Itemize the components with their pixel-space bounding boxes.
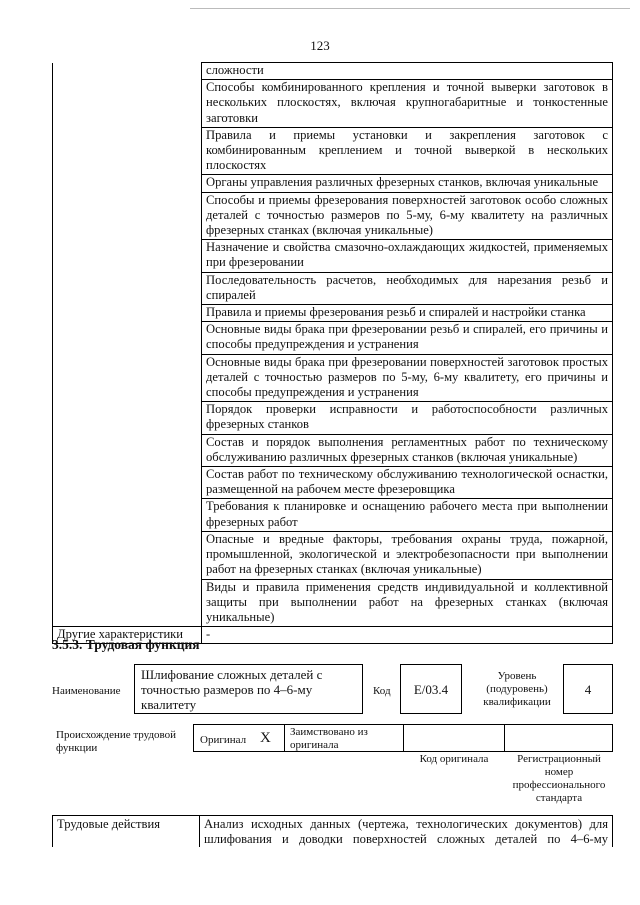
- page-number: 123: [310, 38, 330, 53]
- knowledge-item: Опасные и вредные факторы, требования охраны труда, пожарной, промышленной, экологической и электробезопасности при выполнении работ на фрезерных станках (включая уникальные): [202, 531, 613, 579]
- code-label: Код: [373, 685, 391, 697]
- origin-code-box: [403, 724, 505, 752]
- knowledge-item: Основные виды брака при фрезеровании поверхностей заготовок простых деталей с точностью размеров по 5-му, 6-му квалитету, его причины и способы предупреждения и устранения: [202, 354, 613, 402]
- knowledge-item: Последовательность расчетов, необходимых для нарезания резьб и спиралей: [202, 272, 613, 304]
- other-characteristics-value: -: [202, 627, 613, 644]
- code-value: E/03.4: [413, 682, 449, 697]
- other-characteristics-label: Другие характеристики: [53, 627, 202, 644]
- knowledge-item: Способы комбинированного крепления и точной выверки заготовок в нескольких плоскостях, включая крупногабаритные и тонкостенные заготовки: [202, 80, 613, 128]
- knowledge-item: Правила и приемы фрезерования резьб и спиралей и настройки станка: [202, 305, 613, 322]
- name-label: Наименование: [52, 685, 121, 697]
- original-label: Оригинал: [200, 734, 247, 746]
- table-row: [53, 816, 613, 848]
- reg-number-box: [504, 724, 613, 752]
- knowledge-item: сложности: [202, 63, 613, 80]
- actions-table: [52, 815, 613, 847]
- left-empty-cell: [53, 63, 202, 627]
- level-box: [563, 664, 613, 714]
- actions-label: Трудовые действия: [53, 816, 200, 848]
- borrowed-label: Заимствовано из оригинала: [290, 726, 368, 751]
- name-value: Шлифование сложных деталей с точностью размеров по 4–6-му квалитету: [141, 667, 323, 712]
- reg-number-label: Регистрационный номер профессионального стандарта: [512, 753, 606, 804]
- level-label: Уровень (подуровень) квалификации: [483, 670, 551, 708]
- original-box: [193, 724, 285, 752]
- knowledge-item: Виды и правила применения средств индивидуальной и коллективной защиты при выполнении работ на фрезерных станках (включая уникальные): [202, 579, 613, 627]
- code-box: [400, 664, 462, 714]
- knowledge-item: Способы и приемы фрезерования поверхностей заготовок особо сложных деталей с точностью размеров по 5-му, 6-му квалитету на различных фрезерных станках (включая уникальные): [202, 192, 613, 240]
- knowledge-item: Требования к планировке и оснащению рабочего места при выполнении фрезерных работ: [202, 499, 613, 531]
- scan-artifact-line: [190, 8, 630, 9]
- name-box: [134, 664, 363, 714]
- knowledge-item: Состав и порядок выполнения регламентных работ по техническому обслуживанию различных фрезерных станков (включая уникальные): [202, 434, 613, 466]
- knowledge-item: Правила и приемы установки и закрепления заготовок с комбинированным креплением и точной выверкой в нескольких плоскостях: [202, 127, 613, 175]
- level-value: 4: [584, 682, 592, 697]
- origin-label: Происхождение трудовой функции: [56, 729, 177, 754]
- origin-code-label: Код оригинала: [419, 753, 489, 765]
- borrowed-box: [284, 724, 404, 752]
- knowledge-item: Назначение и свойства смазочно-охлаждающих жидкостей, применяемых при фрезеровании: [202, 240, 613, 272]
- section-heading: 3.5.3. Трудовая функция: [52, 637, 200, 652]
- knowledge-item: Основные виды брака при фрезеровании резьб и спиралей, его причины и способы предупреждения и устранения: [202, 322, 613, 354]
- action-item: Анализ исходных данных (чертежа, технологических документов) для шлифования и доводки поверхностей сложных деталей по 4–6-му: [200, 816, 613, 848]
- knowledge-item: Органы управления различных фрезерных станков, включая уникальные: [202, 175, 613, 192]
- knowledge-item: Состав работ по техническому обслуживанию технологической оснастки, размещенной на рабочем месте фрезеровщика: [202, 467, 613, 499]
- table-row: [53, 63, 613, 80]
- knowledge-item: Порядок проверки исправности и работоспособности различных фрезерных станков: [202, 402, 613, 434]
- original-mark: X: [260, 730, 271, 746]
- knowledge-table: [52, 62, 613, 644]
